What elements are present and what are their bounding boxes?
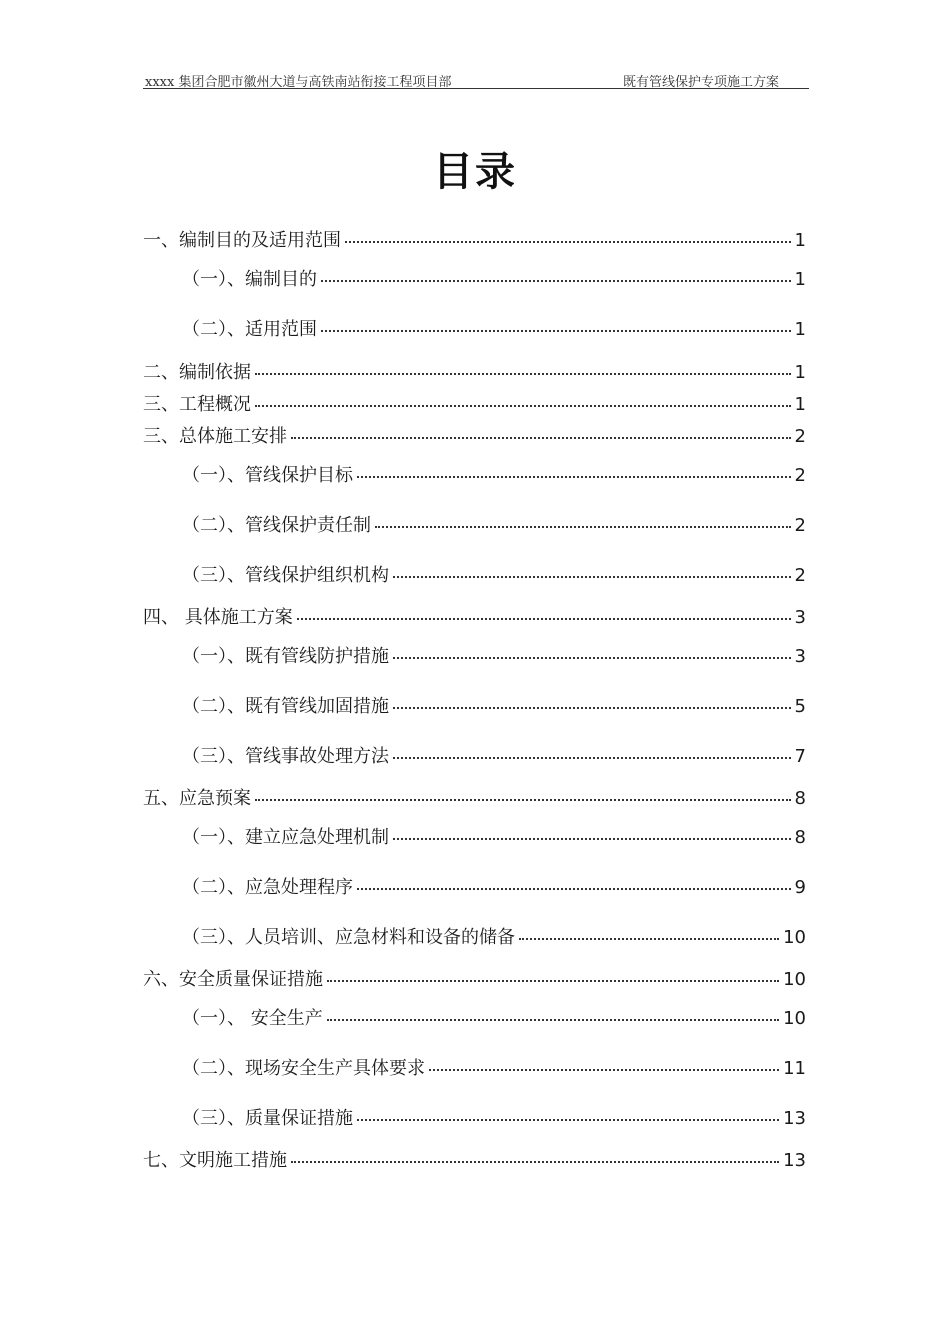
toc-entry-page: 2 [794, 465, 806, 486]
toc-entry[interactable] [182, 826, 806, 850]
toc-entry[interactable] [143, 1149, 806, 1173]
toc-entry-page: 10 [783, 1008, 806, 1029]
toc-entry-text: （三）、人员培训、应急材料和设备的储备 [182, 927, 515, 948]
toc-entry[interactable] [143, 425, 806, 449]
toc-entry-page: 13 [783, 1150, 806, 1171]
toc-entry-text: （二）、适用范围 [182, 319, 317, 340]
toc-entry[interactable] [182, 1107, 806, 1131]
toc-leader-dots [321, 330, 791, 332]
toc-entry-text: （二）、管线保护责任制 [182, 515, 371, 536]
toc-leader-dots [255, 799, 791, 801]
toc-leader-dots [291, 437, 791, 439]
toc-leader-dots [255, 373, 791, 375]
toc-entry[interactable] [182, 464, 806, 488]
toc-leader-dots [393, 838, 791, 840]
toc-entry[interactable] [182, 268, 806, 292]
toc-leader-dots [393, 657, 791, 659]
toc-entry-text: 三、工程概况 [143, 394, 251, 415]
toc-leader-dots [345, 241, 791, 243]
toc-leader-dots [393, 757, 791, 759]
toc-entry-text: （二）、现场安全生产具体要求 [182, 1058, 425, 1079]
toc-entry-page: 9 [794, 877, 806, 898]
toc-entry-page: 1 [794, 394, 806, 415]
toc-leader-dots [321, 280, 791, 282]
toc-leader-dots [393, 576, 791, 578]
toc-entry-page: 7 [794, 746, 806, 767]
toc-entry-page: 3 [794, 607, 806, 628]
toc-entry[interactable] [182, 318, 806, 342]
toc-leader-dots [297, 618, 791, 620]
toc-entry-page: 1 [794, 269, 806, 290]
toc-entry-page: 1 [794, 319, 806, 340]
toc-entry[interactable] [182, 926, 806, 950]
toc-entry-page: 10 [783, 927, 806, 948]
toc-entry-text: （三）、质量保证措施 [182, 1108, 353, 1129]
toc-entry-page: 2 [794, 515, 806, 536]
toc-entry-page: 5 [794, 696, 806, 717]
toc-entry-text: （一）、建立应急处理机制 [182, 827, 389, 848]
toc-leader-dots [357, 476, 791, 478]
toc-entry-page: 1 [794, 230, 806, 251]
toc-leader-dots [429, 1069, 779, 1071]
toc-entry[interactable] [182, 876, 806, 900]
toc-leader-dots [519, 938, 779, 940]
toc-entry-text: （二）、应急处理程序 [182, 877, 353, 898]
toc-entry-page: 8 [794, 827, 806, 848]
toc-entry-text: （三）、管线保护组织机构 [182, 565, 389, 586]
toc-entry-text: 六、安全质量保证措施 [143, 969, 323, 990]
toc-entry[interactable] [182, 1057, 806, 1081]
toc-entry[interactable] [143, 968, 806, 992]
toc-entry-page: 13 [783, 1108, 806, 1129]
toc-leader-dots [327, 980, 779, 982]
toc-entry[interactable] [143, 393, 806, 417]
header-document-name: 既有管线保护专项施工方案 [622, 75, 779, 90]
toc-entry[interactable] [182, 645, 806, 669]
toc-entry[interactable] [143, 229, 806, 253]
toc-entry-page: 10 [783, 969, 806, 990]
toc-entry-text: （三）、管线事故处理方法 [182, 746, 389, 767]
toc-entry-text: （一）、编制目的 [182, 269, 317, 290]
header-project-name: xxxx 集团合肥市徽州大道与高铁南站衔接工程项目部 [145, 75, 452, 90]
toc-entry-text: （一）、管线保护目标 [182, 465, 353, 486]
toc-leader-dots [255, 405, 791, 407]
toc-entry[interactable] [143, 787, 806, 811]
toc-entry-page: 8 [794, 788, 806, 809]
toc-entry-text: 二、编制依据 [143, 362, 251, 383]
toc-leader-dots [357, 1119, 779, 1121]
toc-entry[interactable] [182, 695, 806, 719]
toc-entry-text: （二）、既有管线加固措施 [182, 696, 389, 717]
toc-leader-dots [291, 1161, 779, 1163]
toc-entry[interactable] [182, 564, 806, 588]
toc-entry[interactable] [182, 745, 806, 769]
toc-entry-page: 1 [794, 362, 806, 383]
toc-entry-text: （一）、 安全生产 [182, 1008, 323, 1029]
toc-leader-dots [327, 1019, 779, 1021]
toc-entry-page: 11 [783, 1058, 806, 1079]
toc-entry[interactable] [143, 361, 806, 385]
toc-title: 目录 [433, 149, 517, 195]
toc-entry[interactable] [143, 606, 806, 630]
toc-leader-dots [375, 526, 791, 528]
toc-entry-text: 三、总体施工安排 [143, 426, 287, 447]
toc-entry-text: （一）、既有管线防护措施 [182, 646, 389, 667]
toc-entry-text: 一、编制目的及适用范围 [143, 230, 341, 251]
toc-leader-dots [393, 707, 791, 709]
toc-entry[interactable] [182, 514, 806, 538]
toc-entry-page: 3 [794, 646, 806, 667]
page-header [143, 68, 809, 89]
toc-entry[interactable] [182, 1007, 806, 1031]
toc-entry-text: 五、应急预案 [143, 788, 251, 809]
toc-entry-text: 四、 具体施工方案 [143, 607, 293, 628]
toc-entry-page: 2 [794, 565, 806, 586]
toc-entry-text: 七、文明施工措施 [143, 1150, 287, 1171]
toc-leader-dots [357, 888, 791, 890]
toc-entry-page: 2 [794, 426, 806, 447]
